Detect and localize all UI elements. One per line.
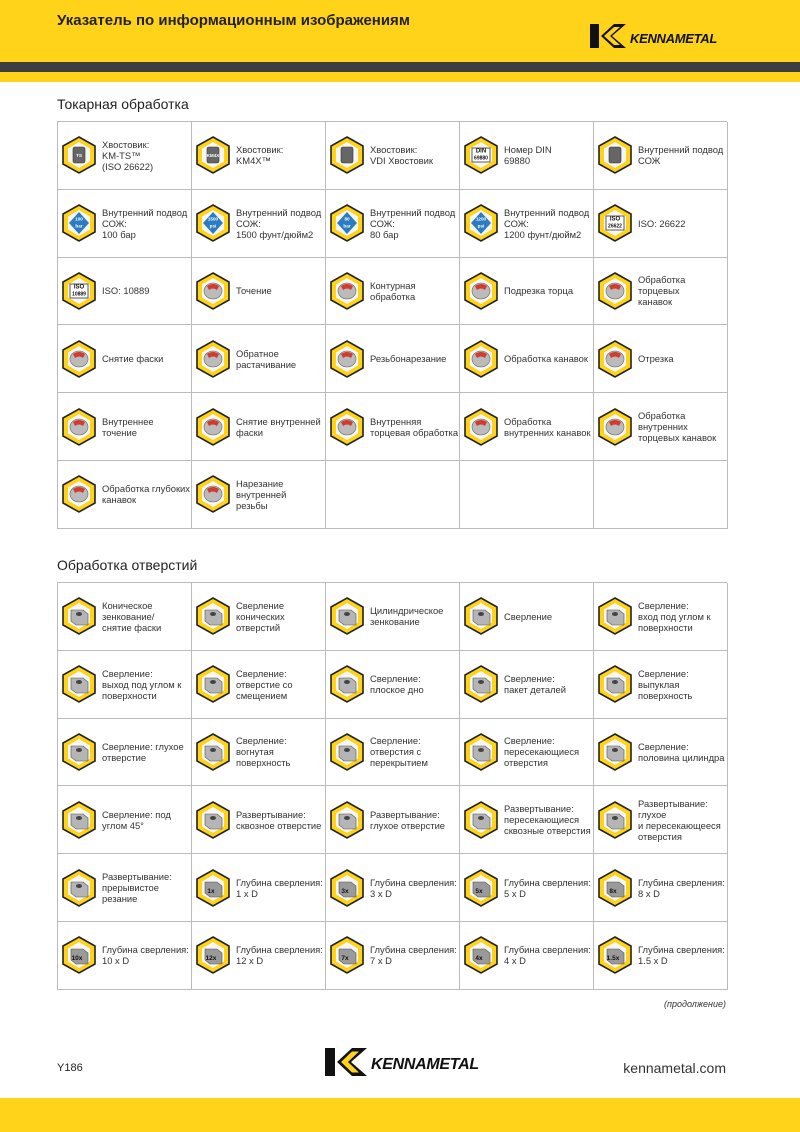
blind-hole-icon [62, 733, 96, 771]
empty-grid-cell [326, 461, 460, 529]
icon-legend-label: Развертывание: сквозное отверстие [236, 808, 322, 831]
icon-legend-item [594, 922, 728, 990]
icon-badge-text: TS [76, 153, 82, 159]
icon-legend-label: ISO: 10889 [102, 285, 150, 297]
icon-badge-text: ISO [609, 216, 621, 223]
empty-grid-cell [460, 461, 594, 529]
grooving-icon [464, 340, 498, 378]
icon-badge-text: 1200 [475, 216, 487, 222]
website-link[interactable]: kennametal.com [623, 1060, 726, 1076]
internal-facing-icon [330, 408, 364, 446]
icon-legend-label: Развертывание: прерывистое резание [102, 871, 172, 905]
threading-icon [330, 340, 364, 378]
brand-name: KENNAMETAL [630, 31, 718, 46]
icon-legend-item [192, 651, 326, 719]
icon-badge-text: 7x [341, 955, 349, 963]
icon-legend-label: Снятие внутренней фаски [236, 415, 321, 438]
icon-badge-text: 26622 [608, 223, 622, 230]
icon-legend-item [594, 854, 728, 922]
face-grooving-icon [598, 272, 632, 310]
depth-1-5xd-icon [598, 936, 632, 974]
icon-badge-text: 100 [75, 216, 83, 222]
internal-turning-icon [62, 408, 96, 446]
icon-legend-label: Глубина сверления: 1 x D [236, 876, 323, 899]
coolant-1200psi-icon [464, 204, 498, 242]
icon-legend-item [460, 190, 594, 258]
facing-icon [464, 272, 498, 310]
icon-legend-item [326, 122, 460, 190]
internal-face-grooving-icon [598, 408, 632, 446]
icon-legend-label: Развертывание: глухое отверстие [370, 808, 446, 831]
reaming-blind-icon [330, 801, 364, 839]
icon-legend-label: Точение [236, 285, 272, 297]
conical-drilling-icon [196, 597, 230, 635]
reaming-interrupted-icon [62, 869, 96, 907]
icon-badge-text: 69880 [474, 155, 488, 162]
internal-coolant-icon [598, 136, 632, 174]
icon-legend-label: Сверление: половина цилиндра [638, 740, 725, 763]
internal-grooving-icon [464, 408, 498, 446]
icon-badge-text: bar [343, 223, 351, 229]
icon-legend-label: Цилиндрическое зенкование [370, 605, 444, 628]
icon-legend-item [326, 719, 460, 787]
offset-hole-icon [196, 665, 230, 703]
depth-7xd-icon [330, 936, 364, 974]
icon-legend-label: Коническое зенкование/ снятие фаски [102, 599, 162, 633]
icon-legend-label: Внутренний подвод СОЖ [638, 144, 724, 167]
icon-badge-text: 1500 [207, 216, 219, 222]
icon-badge-text: bar [75, 223, 83, 229]
icon-legend-item [192, 786, 326, 854]
iso-26622-icon [598, 204, 632, 242]
icon-legend-label: Сверление: выход под углом к поверхности [102, 667, 182, 701]
coolant-80bar-icon [330, 204, 364, 242]
icon-legend-item [326, 190, 460, 258]
icon-legend-item [58, 922, 192, 990]
icon-legend-item [594, 325, 728, 393]
icon-legend-item [326, 651, 460, 719]
stack-drilling-icon [464, 665, 498, 703]
icon-badge-text: 12x [205, 955, 217, 963]
icon-legend-item [192, 854, 326, 922]
icon-legend-item [326, 258, 460, 326]
drilling-icon [464, 597, 498, 635]
turning-icon [196, 272, 230, 310]
icon-legend-item [192, 719, 326, 787]
depth-8xd-icon [598, 869, 632, 907]
icon-legend-item [594, 190, 728, 258]
icon-legend-label: Глубина сверления: 5 x D [504, 876, 591, 899]
icon-legend-label: Сверление: пакет деталей [504, 673, 566, 696]
depth-5xd-icon [464, 869, 498, 907]
vdi-shank-icon [330, 136, 364, 174]
icon-legend-label: Глубина сверления: 4 x D [504, 944, 591, 967]
icon-legend-label: Обработка внутренних канавок [504, 415, 591, 438]
icon-badge-text: KM4X [206, 153, 220, 159]
icon-legend-label: Развертывание: глухое и пересекающееся отверстия [638, 797, 721, 842]
icon-legend-label: Сверление: плоское дно [370, 673, 424, 696]
icon-legend-item [192, 258, 326, 326]
icon-legend-label: Сверление: вогнутая поверхность [236, 735, 291, 769]
reaming-through-icon [196, 801, 230, 839]
icon-legend-item [460, 325, 594, 393]
depth-1xd-icon [196, 869, 230, 907]
icon-badge-text: 8x [609, 887, 617, 895]
section-title-holemaking: Обработка отверстий [57, 557, 198, 573]
icon-badge-text: DIN [475, 148, 487, 155]
iso-10889-icon [62, 272, 96, 310]
icon-badge-text: 3x [341, 887, 349, 895]
icon-badge-text: 10889 [72, 291, 86, 298]
icon-legend-item [58, 461, 192, 529]
empty-grid-cell [594, 461, 728, 529]
deep-grooving-icon [62, 475, 96, 513]
icon-legend-item [58, 325, 192, 393]
icon-legend-label: Хвостовик: KM4X™ [236, 144, 284, 167]
angle-45-icon [62, 801, 96, 839]
icon-legend-label: Сверление: под углом 45° [102, 808, 171, 831]
icon-legend-label: Внутреннее точение [102, 415, 154, 438]
icon-legend-label: Глубина сверления: 1.5 x D [638, 944, 725, 967]
icon-legend-label: Отрезка [638, 353, 674, 365]
icon-legend-item [594, 122, 728, 190]
icon-legend-label: Сверление конических отверстий [236, 599, 285, 633]
coolant-1500psi-icon [196, 204, 230, 242]
back-boring-icon [196, 340, 230, 378]
icon-legend-item [192, 190, 326, 258]
countersinking-icon [62, 597, 96, 635]
kennametal-logo-top [590, 24, 717, 53]
depth-4xd-icon [464, 936, 498, 974]
depth-10xd-icon [62, 936, 96, 974]
icon-badge-text: 80 [344, 216, 350, 222]
icon-legend-item [58, 122, 192, 190]
icon-badge-text: ISO [73, 284, 85, 291]
icon-legend-item [460, 922, 594, 990]
icon-legend-item [192, 461, 326, 529]
icon-legend-label: Обратное растачивание [236, 347, 297, 370]
page-title: Указатель по информационным изображениям [57, 12, 410, 29]
icon-legend-label: Внутренний подвод СОЖ: 1500 фунт/дюйм2 [236, 206, 322, 240]
reaming-blind-intersecting-icon [598, 801, 632, 839]
icon-legend-item [58, 719, 192, 787]
icon-legend-item [326, 854, 460, 922]
icon-legend-item [192, 325, 326, 393]
icon-legend-item [326, 786, 460, 854]
icon-legend-label: Внутренний подвод СОЖ: 80 бар [370, 206, 456, 240]
icon-legend-label: ISO: 26622 [638, 217, 686, 229]
footer-brand-name: KENNAMETAL [371, 1055, 479, 1073]
concave-surface-icon [196, 733, 230, 771]
internal-chamfering-icon [196, 408, 230, 446]
icon-legend-item [460, 393, 594, 461]
icon-badge-text: 1.5x [606, 955, 620, 963]
icon-badge-text: psi [209, 223, 217, 229]
icon-legend-label: Глубина сверления: 12 x D [236, 944, 323, 967]
internal-threading-icon [196, 475, 230, 513]
icon-legend-item [594, 651, 728, 719]
angled-entry-icon [598, 597, 632, 635]
icon-legend-label: Глубина сверления: 8 x D [638, 876, 725, 899]
icon-legend-item [460, 122, 594, 190]
intersecting-holes-icon [464, 733, 498, 771]
header-dark-stripe [0, 62, 800, 72]
icon-legend-label: Внутренний подвод СОЖ: 100 бар [102, 206, 188, 240]
icon-legend-label: Обработка торцевых канавок [638, 274, 686, 308]
half-cylinder-icon [598, 733, 632, 771]
icon-legend-label: Хвостовик: KM-TS™ (ISO 26622) [102, 138, 154, 172]
icon-legend-label: Резьбонарезание [370, 353, 447, 365]
icon-legend-label: Подрезка торца [504, 285, 574, 297]
icon-legend-label: Внутренняя торцевая обработка [370, 415, 459, 438]
icon-badge-text: 4x [475, 955, 483, 963]
icon-legend-item [326, 922, 460, 990]
icon-legend-label: Обработка глубоких канавок [102, 483, 190, 506]
din-69880-icon [464, 136, 498, 174]
depth-12xd-icon [196, 936, 230, 974]
icon-badge-text: 10x [71, 955, 83, 963]
reaming-intersecting-icon [464, 801, 498, 839]
chamfering-icon [62, 340, 96, 378]
icon-legend-item [58, 583, 192, 651]
icon-badge-text: 5x [475, 887, 483, 895]
icon-legend-label: Сверление [504, 610, 553, 622]
counterboring-icon [330, 597, 364, 635]
icon-legend-item [326, 325, 460, 393]
icon-badge-text: psi [477, 223, 485, 229]
kennametal-k-icon [590, 24, 628, 53]
footer-band [0, 1098, 800, 1132]
icon-legend-label: Сверление: отверстия с перекрытием [370, 735, 428, 769]
kennametal-logo-bottom [325, 1048, 479, 1081]
icon-legend-label: Внутренний подвод СОЖ: 1200 фунт/дюйм2 [504, 206, 590, 240]
icon-legend-item [460, 258, 594, 326]
profiling-icon [330, 272, 364, 310]
icon-legend-item [594, 393, 728, 461]
icon-legend-label: Нарезание внутренней резьбы [236, 477, 287, 511]
icon-legend-item [58, 854, 192, 922]
icon-legend-item [594, 583, 728, 651]
icon-legend-item [192, 122, 326, 190]
convex-surface-icon [598, 665, 632, 703]
turning-icon-grid [57, 121, 727, 529]
icon-legend-label: Сверление: глухое отверстие [102, 740, 184, 763]
icon-legend-item [460, 786, 594, 854]
icon-legend-item [460, 854, 594, 922]
icon-legend-item [58, 786, 192, 854]
icon-legend-item [594, 786, 728, 854]
icon-legend-item [192, 583, 326, 651]
icon-legend-item [326, 393, 460, 461]
icon-legend-item [594, 719, 728, 787]
icon-legend-label: Глубина сверления: 7 x D [370, 944, 457, 967]
overlapping-holes-icon [330, 733, 364, 771]
km4x-shank-icon [196, 136, 230, 174]
icon-badge-text: 1x [207, 887, 215, 895]
header-yellow-stripe [0, 72, 800, 82]
icon-legend-label: Глубина сверления: 3 x D [370, 876, 457, 899]
icon-legend-item [58, 393, 192, 461]
icon-legend-item [192, 922, 326, 990]
page-number: Y186 [57, 1062, 83, 1074]
continued-note: (продолжение) [664, 999, 726, 1009]
icon-legend-item [460, 583, 594, 651]
icon-legend-label: Сверление: выпуклая поверхность [638, 667, 693, 701]
icon-legend-item [192, 393, 326, 461]
icon-legend-item [460, 719, 594, 787]
icon-legend-label: Контурная обработка [370, 279, 416, 302]
icon-legend-label: Глубина сверления: 10 x D [102, 944, 189, 967]
flat-bottom-icon [330, 665, 364, 703]
icon-legend-item [326, 583, 460, 651]
icon-legend-item [58, 258, 192, 326]
kennametal-k-icon [325, 1048, 369, 1081]
icon-legend-label: Обработка внутренних торцевых канавок [638, 410, 717, 444]
icon-legend-label: Сверление: пересекающиеся отверстия [504, 735, 580, 769]
icon-legend-item [460, 651, 594, 719]
section-title-turning: Токарная обработка [57, 96, 189, 112]
icon-legend-label: Сверление: вход под углом к поверхности [638, 599, 711, 633]
angled-exit-icon [62, 665, 96, 703]
icon-legend-label: Хвостовик: VDI Хвостовик [370, 144, 433, 167]
depth-3xd-icon [330, 869, 364, 907]
coolant-100bar-icon [62, 204, 96, 242]
icon-legend-label: Обработка канавок [504, 353, 588, 365]
icon-legend-item [58, 190, 192, 258]
cut-off-icon [598, 340, 632, 378]
icon-legend-label: Номер DIN 69880 [504, 144, 552, 167]
icon-legend-item [58, 651, 192, 719]
icon-legend-label: Развертывание: пересекающиеся сквозные отверстия [504, 803, 591, 837]
icon-legend-label: Сверление: отверстие со смещением [236, 667, 293, 701]
km-ts-shank-icon [62, 136, 96, 174]
icon-legend-label: Снятие фаски [102, 353, 164, 365]
icon-legend-item [594, 258, 728, 326]
holemaking-icon-grid [57, 582, 727, 990]
